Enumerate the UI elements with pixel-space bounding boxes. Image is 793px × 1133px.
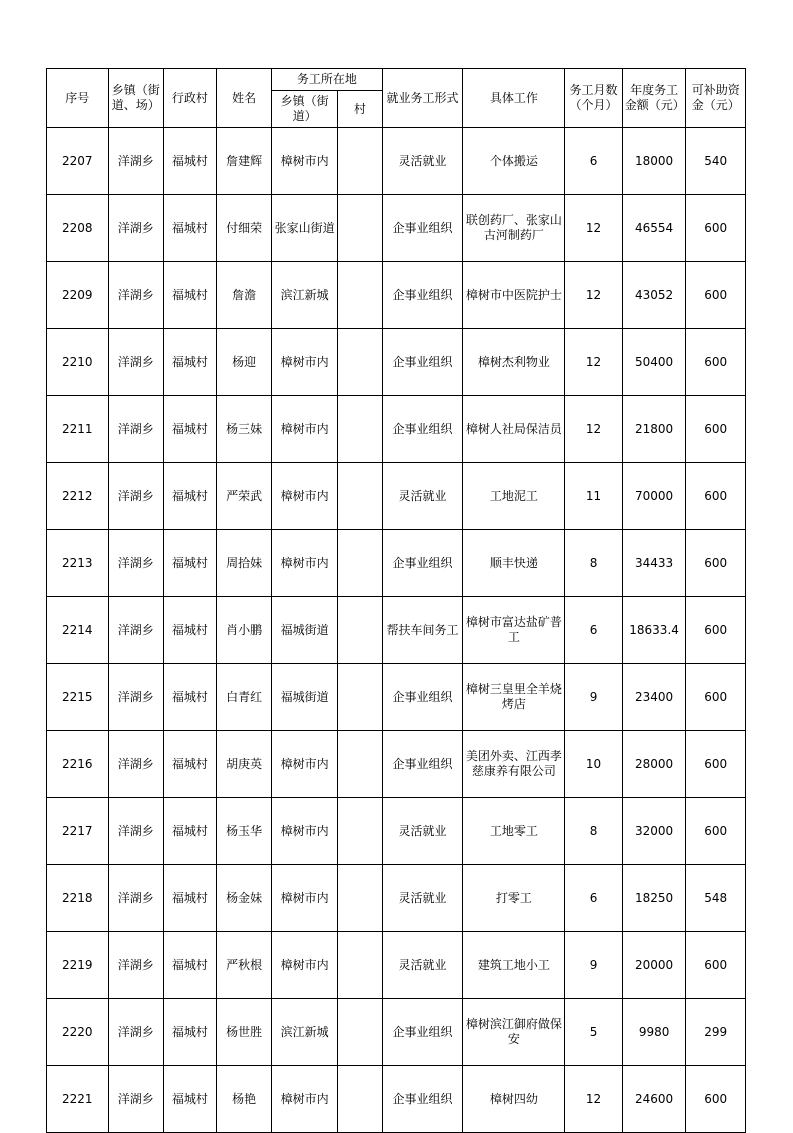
cell-employment-form: 企事业组织 [382, 262, 463, 329]
cell-admin-village: 福城村 [163, 664, 216, 731]
cell-work-location-village [338, 329, 383, 396]
cell-specific-work: 樟树滨江御府做保安 [463, 999, 565, 1066]
cell-name: 詹澹 [216, 262, 271, 329]
cell-name: 杨艳 [216, 1066, 271, 1133]
cell-township: 洋湖乡 [108, 1066, 163, 1133]
cell-admin-village: 福城村 [163, 1066, 216, 1133]
cell-work-months: 9 [565, 932, 622, 999]
table-row [47, 731, 746, 798]
cell-seq: 2214 [47, 597, 109, 664]
cell-subsidy: 548 [686, 865, 746, 932]
cell-annual-amount: 23400 [622, 664, 686, 731]
cell-admin-village: 福城村 [163, 329, 216, 396]
cell-subsidy: 600 [686, 396, 746, 463]
cell-seq: 2218 [47, 865, 109, 932]
column-header-work-location-group: 务工所在地 [272, 69, 382, 91]
cell-work-months: 11 [565, 463, 622, 530]
cell-admin-village: 福城村 [163, 932, 216, 999]
cell-work-location-village [338, 798, 383, 865]
cell-work-location-township: 樟树市内 [272, 731, 338, 798]
column-header-employment-form: 就业务工形式 [382, 69, 463, 128]
cell-work-months: 12 [565, 1066, 622, 1133]
cell-township: 洋湖乡 [108, 865, 163, 932]
cell-seq: 2220 [47, 999, 109, 1066]
cell-seq: 2221 [47, 1066, 109, 1133]
cell-name: 肖小鹏 [216, 597, 271, 664]
cell-annual-amount: 21800 [622, 396, 686, 463]
cell-work-location-village [338, 932, 383, 999]
cell-work-location-township: 樟树市内 [272, 865, 338, 932]
cell-subsidy: 600 [686, 932, 746, 999]
cell-specific-work: 樟树四幼 [463, 1066, 565, 1133]
employment-subsidy-table [46, 68, 746, 1133]
cell-seq: 2207 [47, 128, 109, 195]
table-row [47, 664, 746, 731]
cell-township: 洋湖乡 [108, 262, 163, 329]
cell-township: 洋湖乡 [108, 597, 163, 664]
table-row [47, 329, 746, 396]
cell-name: 胡庚英 [216, 731, 271, 798]
cell-township: 洋湖乡 [108, 664, 163, 731]
cell-township: 洋湖乡 [108, 798, 163, 865]
cell-name: 付细荣 [216, 195, 271, 262]
cell-work-months: 8 [565, 530, 622, 597]
cell-specific-work: 个体搬运 [463, 128, 565, 195]
cell-employment-form: 企事业组织 [382, 329, 463, 396]
cell-work-location-village [338, 195, 383, 262]
cell-admin-village: 福城村 [163, 262, 216, 329]
column-header-work-location-township: 乡镇（街道） [272, 91, 338, 128]
cell-admin-village: 福城村 [163, 731, 216, 798]
column-header-admin-village: 行政村 [163, 69, 216, 128]
cell-admin-village: 福城村 [163, 865, 216, 932]
cell-township: 洋湖乡 [108, 999, 163, 1066]
cell-admin-village: 福城村 [163, 530, 216, 597]
cell-work-location-township: 樟树市内 [272, 1066, 338, 1133]
cell-subsidy: 600 [686, 329, 746, 396]
cell-admin-village: 福城村 [163, 999, 216, 1066]
table-row [47, 597, 746, 664]
cell-work-months: 9 [565, 664, 622, 731]
cell-work-location-township: 福城街道 [272, 664, 338, 731]
cell-specific-work: 建筑工地小工 [463, 932, 565, 999]
cell-work-location-township: 滨江新城 [272, 262, 338, 329]
cell-seq: 2211 [47, 396, 109, 463]
cell-township: 洋湖乡 [108, 195, 163, 262]
cell-work-months: 5 [565, 999, 622, 1066]
cell-admin-village: 福城村 [163, 798, 216, 865]
cell-employment-form: 灵活就业 [382, 128, 463, 195]
cell-work-months: 8 [565, 798, 622, 865]
cell-name: 杨金妹 [216, 865, 271, 932]
cell-work-location-township: 樟树市内 [272, 932, 338, 999]
cell-work-location-village [338, 463, 383, 530]
header-row-1 [47, 69, 746, 91]
table-row [47, 798, 746, 865]
cell-annual-amount: 43052 [622, 262, 686, 329]
table-row [47, 396, 746, 463]
cell-work-location-township: 樟树市内 [272, 396, 338, 463]
cell-annual-amount: 70000 [622, 463, 686, 530]
table-row [47, 999, 746, 1066]
cell-specific-work: 樟树三皇里全羊烧烤店 [463, 664, 565, 731]
cell-annual-amount: 34433 [622, 530, 686, 597]
table-row [47, 463, 746, 530]
cell-subsidy: 600 [686, 262, 746, 329]
cell-employment-form: 企事业组织 [382, 195, 463, 262]
cell-subsidy: 299 [686, 999, 746, 1066]
table-row [47, 262, 746, 329]
cell-name: 白青红 [216, 664, 271, 731]
cell-name: 周拾妹 [216, 530, 271, 597]
cell-work-location-township: 樟树市内 [272, 329, 338, 396]
cell-seq: 2219 [47, 932, 109, 999]
cell-subsidy: 600 [686, 463, 746, 530]
cell-township: 洋湖乡 [108, 463, 163, 530]
column-header-township: 乡镇（街道、场） [108, 69, 163, 128]
cell-employment-form: 企事业组织 [382, 396, 463, 463]
cell-work-location-village [338, 1066, 383, 1133]
cell-annual-amount: 50400 [622, 329, 686, 396]
cell-seq: 2213 [47, 530, 109, 597]
cell-township: 洋湖乡 [108, 329, 163, 396]
cell-seq: 2209 [47, 262, 109, 329]
cell-subsidy: 600 [686, 1066, 746, 1133]
cell-work-location-township: 滨江新城 [272, 999, 338, 1066]
cell-subsidy: 600 [686, 597, 746, 664]
table-row [47, 128, 746, 195]
cell-specific-work: 樟树人社局保洁员 [463, 396, 565, 463]
table-row [47, 530, 746, 597]
column-header-annual-amount: 年度务工金额（元） [622, 69, 686, 128]
cell-employment-form: 企事业组织 [382, 999, 463, 1066]
column-header-seq: 序号 [47, 69, 109, 128]
cell-work-months: 6 [565, 128, 622, 195]
table-row [47, 865, 746, 932]
cell-work-months: 10 [565, 731, 622, 798]
cell-annual-amount: 18250 [622, 865, 686, 932]
cell-employment-form: 企事业组织 [382, 731, 463, 798]
cell-subsidy: 600 [686, 195, 746, 262]
cell-specific-work: 樟树市中医院护士 [463, 262, 565, 329]
cell-subsidy: 540 [686, 128, 746, 195]
cell-specific-work: 樟树杰利物业 [463, 329, 565, 396]
column-header-work-months: 务工月数（个月） [565, 69, 622, 128]
cell-work-months: 12 [565, 262, 622, 329]
cell-employment-form: 灵活就业 [382, 865, 463, 932]
cell-seq: 2210 [47, 329, 109, 396]
cell-specific-work: 美团外卖、江西孝慈康养有限公司 [463, 731, 565, 798]
cell-annual-amount: 18000 [622, 128, 686, 195]
cell-specific-work: 顺丰快递 [463, 530, 565, 597]
cell-work-location-township: 樟树市内 [272, 463, 338, 530]
cell-work-location-township: 樟树市内 [272, 128, 338, 195]
cell-name: 杨三妹 [216, 396, 271, 463]
cell-township: 洋湖乡 [108, 932, 163, 999]
table-header [47, 69, 746, 128]
cell-township: 洋湖乡 [108, 731, 163, 798]
cell-subsidy: 600 [686, 530, 746, 597]
cell-work-months: 12 [565, 329, 622, 396]
cell-subsidy: 600 [686, 664, 746, 731]
cell-work-months: 12 [565, 195, 622, 262]
cell-work-location-village [338, 664, 383, 731]
cell-work-location-township: 樟树市内 [272, 798, 338, 865]
cell-township: 洋湖乡 [108, 396, 163, 463]
table-row [47, 195, 746, 262]
cell-name: 杨世胜 [216, 999, 271, 1066]
cell-employment-form: 灵活就业 [382, 932, 463, 999]
cell-work-location-village [338, 396, 383, 463]
cell-annual-amount: 46554 [622, 195, 686, 262]
cell-annual-amount: 18633.4 [622, 597, 686, 664]
cell-work-location-village [338, 731, 383, 798]
cell-seq: 2208 [47, 195, 109, 262]
cell-subsidy: 600 [686, 798, 746, 865]
cell-name: 严荣武 [216, 463, 271, 530]
cell-annual-amount: 24600 [622, 1066, 686, 1133]
cell-work-location-village [338, 865, 383, 932]
cell-annual-amount: 9980 [622, 999, 686, 1066]
cell-specific-work: 打零工 [463, 865, 565, 932]
cell-employment-form: 企事业组织 [382, 664, 463, 731]
table-row [47, 1066, 746, 1133]
cell-work-location-village [338, 530, 383, 597]
cell-work-location-village [338, 999, 383, 1066]
cell-work-months: 6 [565, 865, 622, 932]
cell-annual-amount: 20000 [622, 932, 686, 999]
cell-seq: 2215 [47, 664, 109, 731]
cell-work-location-township: 张家山街道 [272, 195, 338, 262]
cell-seq: 2217 [47, 798, 109, 865]
cell-work-location-village [338, 262, 383, 329]
cell-annual-amount: 28000 [622, 731, 686, 798]
cell-admin-village: 福城村 [163, 597, 216, 664]
cell-seq: 2212 [47, 463, 109, 530]
cell-employment-form: 帮扶车间务工 [382, 597, 463, 664]
table-row [47, 932, 746, 999]
cell-township: 洋湖乡 [108, 530, 163, 597]
cell-work-location-village [338, 597, 383, 664]
cell-admin-village: 福城村 [163, 128, 216, 195]
cell-employment-form: 企事业组织 [382, 530, 463, 597]
column-header-name: 姓名 [216, 69, 271, 128]
table-body [47, 128, 746, 1133]
column-header-work-location-village: 村 [338, 91, 383, 128]
cell-admin-village: 福城村 [163, 396, 216, 463]
cell-name: 杨玉华 [216, 798, 271, 865]
cell-employment-form: 灵活就业 [382, 798, 463, 865]
cell-subsidy: 600 [686, 731, 746, 798]
cell-work-location-village [338, 128, 383, 195]
cell-employment-form: 灵活就业 [382, 463, 463, 530]
cell-name: 严秋根 [216, 932, 271, 999]
cell-name: 詹建辉 [216, 128, 271, 195]
cell-admin-village: 福城村 [163, 463, 216, 530]
cell-work-location-township: 福城街道 [272, 597, 338, 664]
cell-specific-work: 联创药厂、张家山古河制药厂 [463, 195, 565, 262]
cell-specific-work: 樟树市富达盐矿普工 [463, 597, 565, 664]
cell-admin-village: 福城村 [163, 195, 216, 262]
cell-work-months: 12 [565, 396, 622, 463]
cell-name: 杨迎 [216, 329, 271, 396]
cell-employment-form: 企事业组织 [382, 1066, 463, 1133]
cell-work-location-township: 樟树市内 [272, 530, 338, 597]
cell-specific-work: 工地零工 [463, 798, 565, 865]
column-header-subsidy: 可补助资金（元） [686, 69, 746, 128]
cell-work-months: 6 [565, 597, 622, 664]
column-header-specific-work: 具体工作 [463, 69, 565, 128]
cell-annual-amount: 32000 [622, 798, 686, 865]
cell-seq: 2216 [47, 731, 109, 798]
cell-specific-work: 工地泥工 [463, 463, 565, 530]
cell-township: 洋湖乡 [108, 128, 163, 195]
